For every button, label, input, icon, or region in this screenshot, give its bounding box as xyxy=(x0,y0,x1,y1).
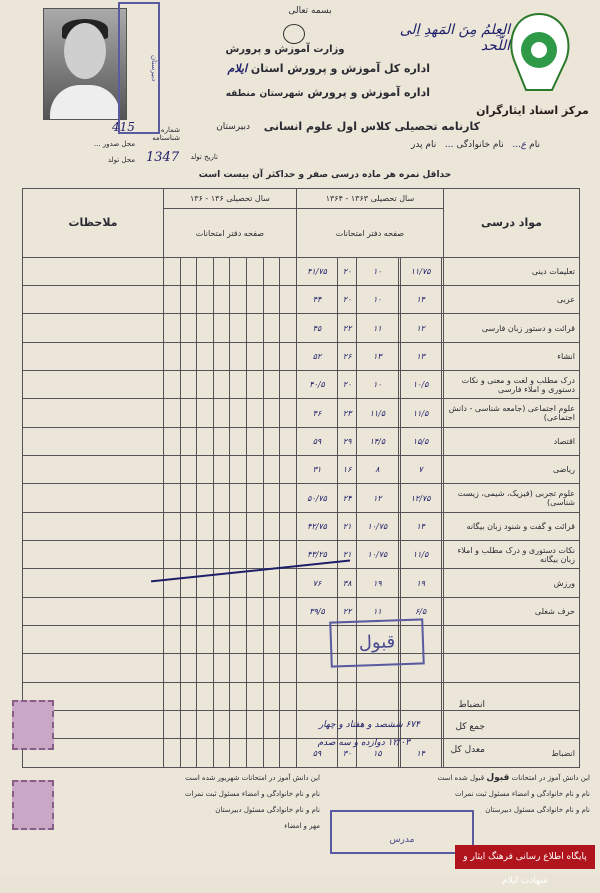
subject-name: علوم تجربی (فیزیک، شیمی، زیست شناسی) xyxy=(444,484,580,512)
year2-cell xyxy=(280,597,297,625)
year2-cell xyxy=(230,286,247,314)
year2-cell xyxy=(230,257,247,285)
register-label-1: صفحه دفتر امتحانات xyxy=(296,209,443,258)
grade-cell: ۱۴ xyxy=(400,512,441,540)
year2-cell xyxy=(164,427,181,455)
year2-cell xyxy=(180,711,197,739)
subject-name: علوم اجتماعی (جامعه شناسی - دانش اجتماعی) xyxy=(444,399,580,427)
grade-cell: ۲۱ xyxy=(338,541,357,569)
grade-note: حداقل نمره هر ماده درسی صفر و حداکثر آن بیست است xyxy=(198,170,452,180)
table-row xyxy=(23,427,580,455)
year2-cell xyxy=(164,654,181,682)
grade-cell: ۲۲ xyxy=(338,314,357,342)
grade-cell: ۸ xyxy=(357,456,398,484)
year2-cell xyxy=(180,541,197,569)
grade-cell: ۱۰ xyxy=(357,286,398,314)
office-line: اداره آموزش و پرورش شهرستان منطقه xyxy=(225,86,430,99)
year2-cell xyxy=(247,399,264,427)
accepted-stamp: قبول xyxy=(329,618,425,667)
year2-cell xyxy=(213,286,230,314)
year2-cell xyxy=(263,286,280,314)
year1-header: سال تحصیلی ۱۳۶۳ - ۱۳۶۴ xyxy=(296,189,443,209)
avg-label: معدل کل xyxy=(450,745,485,755)
grade-cell: ۲۶ xyxy=(338,342,357,370)
report-title: کارنامه تحصیلی کلاس اول علوم انسانی xyxy=(263,120,480,133)
id-label: شماره شناسنامه xyxy=(152,126,180,142)
subject-name xyxy=(444,654,580,682)
year2-cell xyxy=(164,456,181,484)
subject-name: ریاضی xyxy=(444,456,580,484)
table-row xyxy=(23,512,580,540)
year2-cell xyxy=(197,314,214,342)
year2-cell xyxy=(247,626,264,654)
grade-cell: ۵۰/۷۵ xyxy=(296,484,337,512)
grade-cell: ۱۱ xyxy=(357,597,398,625)
grade-cell: ۴۴ xyxy=(296,286,337,314)
year2-cell xyxy=(180,314,197,342)
year2-cell xyxy=(180,654,197,682)
year2-cell xyxy=(247,371,264,399)
general-office: اداره کل آموزش و پرورش استان ایلام xyxy=(227,62,430,75)
table-row xyxy=(23,371,580,399)
subject-name: ورزش xyxy=(444,569,580,597)
year2-cell xyxy=(213,399,230,427)
year2-cell xyxy=(180,456,197,484)
footer-right: این دانش آموز در امتحانات قبول قبول شده است نام و نام خانوادگی و امضاء مسئول ثبت نمرات نام و نام خانوادگی مسئول دبیرستان xyxy=(437,773,590,814)
remarks-cell xyxy=(23,512,164,540)
grade-cell: ۴۰/۵ xyxy=(296,371,337,399)
year2-cell xyxy=(263,257,280,285)
year2-cell xyxy=(197,286,214,314)
year2-cell xyxy=(197,371,214,399)
year2-cell xyxy=(230,456,247,484)
remarks-cell xyxy=(23,597,164,625)
subject-name: درک مطلب و لغت و معنی و نکات دستوری و املاء فارسی xyxy=(444,371,580,399)
year2-cell xyxy=(213,512,230,540)
remarks-cell xyxy=(23,484,164,512)
discipline-label: انضباط xyxy=(458,700,485,710)
birth-value: 1347 xyxy=(146,150,180,165)
year2-cell xyxy=(247,342,264,370)
year2-cell xyxy=(280,399,297,427)
year2-cell xyxy=(247,314,264,342)
grade-cell: ۱۲ xyxy=(400,314,441,342)
grade-cell: ۲۳ xyxy=(338,399,357,427)
subject-name xyxy=(444,626,580,654)
year2-cell xyxy=(164,314,181,342)
remarks-header: ملاحظات xyxy=(23,189,164,258)
grade-cell: ۱۱/۵ xyxy=(400,399,441,427)
year2-cell xyxy=(180,682,197,710)
subject-name: قرائت و دستور زبان فارسی xyxy=(444,314,580,342)
year2-cell xyxy=(280,654,297,682)
year2-cell xyxy=(280,569,297,597)
calligraphy: العِلمُ مِنَ المَهدِ اِلی اللَّحد xyxy=(399,22,510,54)
source-badge: پایگاه اطلاع رسانی فرهنگ ایثار و شهادت ایلام xyxy=(455,845,595,869)
year2-cell xyxy=(247,484,264,512)
issue-place: محل صدور ... xyxy=(93,140,135,148)
year2-cell xyxy=(230,682,247,710)
grade-cell: ۶/۵ xyxy=(400,597,441,625)
year2-cell xyxy=(180,739,197,768)
grade-cell: ۱۰ xyxy=(357,371,398,399)
grade-cell: ۳۹/۵ xyxy=(296,597,337,625)
year2-cell xyxy=(180,257,197,285)
remarks-cell xyxy=(23,569,164,597)
grades-table xyxy=(22,188,580,768)
year2-cell xyxy=(247,257,264,285)
ministry-title: وزارت آموزش و پرورش xyxy=(225,44,345,55)
grade-cell xyxy=(338,682,357,710)
revenue-stamp-1 xyxy=(12,700,54,750)
year2-cell xyxy=(213,314,230,342)
year2-cell xyxy=(263,371,280,399)
table-row xyxy=(23,314,580,342)
year2-cell xyxy=(197,427,214,455)
year2-cell xyxy=(230,484,247,512)
logo-caption: مرکز اسناد ایثارگران xyxy=(476,104,589,117)
subject-name: نکات دستوری و درک مطلب و املاء زبان بیگانه xyxy=(444,541,580,569)
total-value: ۶۷۴ ششصد و هفتاد و چهار xyxy=(318,720,420,730)
year2-cell xyxy=(180,626,197,654)
table-row xyxy=(23,484,580,512)
year2-cell xyxy=(180,371,197,399)
grade-cell: ۱۹ xyxy=(400,569,441,597)
year2-cell xyxy=(280,314,297,342)
remarks-cell xyxy=(23,371,164,399)
year2-cell xyxy=(230,399,247,427)
year2-cell xyxy=(164,711,181,739)
year2-cell xyxy=(197,342,214,370)
remarks-cell xyxy=(23,257,164,285)
year2-cell xyxy=(230,654,247,682)
bismillah: بسمه تعالی xyxy=(288,6,332,16)
grade-cell: ۴۲/۷۵ xyxy=(296,512,337,540)
year2-cell xyxy=(164,739,181,768)
year2-cell xyxy=(247,456,264,484)
grade-cell xyxy=(296,682,337,710)
year2-cell xyxy=(213,654,230,682)
subject-name: قرائت و گفت و شنود زبان بیگانه xyxy=(444,512,580,540)
year2-cell xyxy=(263,456,280,484)
year2-cell xyxy=(263,711,280,739)
grade-cell: ۱۰/۷۵ xyxy=(357,512,398,540)
grade-cell: ۵۹ xyxy=(296,427,337,455)
year2-cell xyxy=(263,314,280,342)
table-row xyxy=(23,342,580,370)
grade-cell: ۲۱ xyxy=(338,512,357,540)
avg-value: ۱۲/۰۳ دوازده و سه صدم xyxy=(317,738,410,748)
grade-cell: ۳۱ xyxy=(296,456,337,484)
subject-name: انشاء xyxy=(444,342,580,370)
grade-cell: ۴۵ xyxy=(296,314,337,342)
grade-cell: ۲۴ xyxy=(338,484,357,512)
year2-cell xyxy=(213,682,230,710)
grade-cell: ۱۰ xyxy=(357,257,398,285)
remarks-cell xyxy=(23,399,164,427)
year2-cell xyxy=(230,342,247,370)
year2-cell xyxy=(280,257,297,285)
year2-cell xyxy=(213,342,230,370)
grade-cell: ۱۰/۷۵ xyxy=(357,541,398,569)
year2-cell xyxy=(213,484,230,512)
grade-cell: ۱۰/۵ xyxy=(400,371,441,399)
table-row xyxy=(23,257,580,285)
year2-cell xyxy=(263,342,280,370)
year2-cell xyxy=(213,739,230,768)
year2-cell xyxy=(164,541,181,569)
remarks-cell xyxy=(23,654,164,682)
year2-cell xyxy=(247,597,264,625)
year2-cell xyxy=(247,711,264,739)
footer-left: این دانش آموز در امتحانات شهریور شده است نام و نام خانوادگی و امضاء مسئول ثبت نمرات نام و نام خانوادگی مسئول دبیرستان مهر و امضاء xyxy=(185,774,320,830)
grade-cell: ۴۳/۲۵ xyxy=(296,541,337,569)
organization-logo xyxy=(496,8,582,96)
year2-cell xyxy=(247,569,264,597)
grade-cell: ۲۰ xyxy=(338,257,357,285)
grade-cell: ۲۰ xyxy=(338,286,357,314)
year2-cell xyxy=(263,427,280,455)
school-name: دبیرستان xyxy=(216,122,250,132)
grade-cell: ۲۲ xyxy=(338,597,357,625)
subject-name: حرف شغلی xyxy=(444,597,580,625)
remarks-cell xyxy=(23,314,164,342)
grade-cell: ۲۹ xyxy=(338,427,357,455)
year2-cell xyxy=(280,342,297,370)
year2-cell xyxy=(164,257,181,285)
year2-cell xyxy=(280,484,297,512)
table-row xyxy=(23,456,580,484)
year2-cell xyxy=(197,711,214,739)
grade-cell: ۴۱/۷۵ xyxy=(296,257,337,285)
emblem-icon xyxy=(283,24,305,44)
remarks-cell xyxy=(23,456,164,484)
year2-cell xyxy=(263,512,280,540)
year2-cell xyxy=(280,626,297,654)
year2-cell xyxy=(247,682,264,710)
year2-cell xyxy=(164,512,181,540)
register-label-2: صفحه دفتر امتحانات xyxy=(164,209,297,258)
year2-cell xyxy=(164,342,181,370)
year2-cell xyxy=(213,711,230,739)
subject-name: تعلیمات دینی xyxy=(444,257,580,285)
grade-cell: ۴۶ xyxy=(296,399,337,427)
remarks-cell xyxy=(23,427,164,455)
birthplace: محل تولد xyxy=(107,156,135,164)
year2-cell xyxy=(263,597,280,625)
grade-cell: ۷ xyxy=(400,456,441,484)
subject-name: انضباط xyxy=(444,739,580,768)
table-row xyxy=(23,626,580,654)
subject-name: اقتصاد xyxy=(444,427,580,455)
grade-cell: ۱۴ xyxy=(400,739,441,768)
subject-name: عربی xyxy=(444,286,580,314)
year2-cell xyxy=(247,427,264,455)
year2-header: سال تحصیلی ۱۳۶ - ۱۳۶ xyxy=(164,189,297,209)
year2-cell xyxy=(197,626,214,654)
year2-cell xyxy=(164,286,181,314)
year2-cell xyxy=(180,512,197,540)
year2-cell xyxy=(230,512,247,540)
year2-cell xyxy=(164,597,181,625)
year2-cell xyxy=(230,314,247,342)
year2-cell xyxy=(180,286,197,314)
grade-cell: ۳۸ xyxy=(338,569,357,597)
year2-cell xyxy=(164,626,181,654)
year2-cell xyxy=(213,626,230,654)
year2-cell xyxy=(197,739,214,768)
subjects-header: مواد درسی xyxy=(444,189,580,258)
year2-cell xyxy=(263,484,280,512)
year2-cell xyxy=(280,456,297,484)
revenue-stamp-2 xyxy=(12,780,54,830)
year2-cell xyxy=(164,399,181,427)
year2-cell xyxy=(180,484,197,512)
grade-cell: ۱۴/۵ xyxy=(357,427,398,455)
grade-cell: ۱۱ xyxy=(357,314,398,342)
year2-cell xyxy=(213,257,230,285)
year2-cell xyxy=(263,399,280,427)
year2-cell xyxy=(213,456,230,484)
grade-cell: ۱۶ xyxy=(338,456,357,484)
year2-cell xyxy=(230,427,247,455)
grade-cell: ۱۳ xyxy=(357,342,398,370)
table-row xyxy=(23,682,580,710)
grade-cell: ۵۹ xyxy=(296,739,337,768)
year2-cell xyxy=(280,682,297,710)
year2-cell xyxy=(213,597,230,625)
grade-cell: ۵۲ xyxy=(296,342,337,370)
year2-cell xyxy=(213,371,230,399)
year2-cell xyxy=(197,597,214,625)
year2-cell xyxy=(247,286,264,314)
name-line: نام ع... نام خانوادگی ... نام پدر xyxy=(410,140,540,150)
grade-cell: ۲۰ xyxy=(338,371,357,399)
year2-cell xyxy=(230,711,247,739)
year2-cell xyxy=(263,569,280,597)
year2-cell xyxy=(280,286,297,314)
year2-cell xyxy=(263,654,280,682)
table-row xyxy=(23,597,580,625)
table-row xyxy=(23,569,580,597)
year2-cell xyxy=(164,484,181,512)
year2-cell xyxy=(247,654,264,682)
grade-cell: ۱۹ xyxy=(357,569,398,597)
year2-cell xyxy=(263,682,280,710)
grade-cell xyxy=(357,682,398,710)
year2-cell xyxy=(280,371,297,399)
year2-cell xyxy=(164,682,181,710)
grade-cell: ۱۲ xyxy=(357,484,398,512)
year2-cell xyxy=(180,427,197,455)
grade-cell: ۱۳ xyxy=(400,342,441,370)
year2-cell xyxy=(197,257,214,285)
remarks-cell xyxy=(23,626,164,654)
year2-cell xyxy=(180,597,197,625)
year2-cell xyxy=(263,739,280,768)
table-row xyxy=(23,399,580,427)
remarks-cell xyxy=(23,541,164,569)
remarks-cell xyxy=(23,286,164,314)
grade-cell: ۷۶ xyxy=(296,569,337,597)
year2-cell xyxy=(180,399,197,427)
year2-cell xyxy=(247,512,264,540)
year2-cell xyxy=(197,456,214,484)
grade-cell: ۳۰ xyxy=(338,739,357,768)
table-row xyxy=(23,286,580,314)
year2-cell xyxy=(280,512,297,540)
year2-cell xyxy=(230,371,247,399)
id-value: 415 xyxy=(112,120,135,134)
grade-cell: ۱۴ xyxy=(400,286,441,314)
school-stamp: دبیرستان xyxy=(118,2,160,134)
year2-cell xyxy=(230,597,247,625)
grade-cell: ۱۱/۵ xyxy=(400,541,441,569)
year2-cell xyxy=(197,682,214,710)
year2-cell xyxy=(197,654,214,682)
year2-cell xyxy=(164,371,181,399)
grade-cell: ۱۱/۷۵ xyxy=(400,257,441,285)
year2-cell xyxy=(230,626,247,654)
remarks-cell xyxy=(23,342,164,370)
grade-cell: ۱۱/۵ xyxy=(357,399,398,427)
table-row xyxy=(23,654,580,682)
year2-cell xyxy=(230,739,247,768)
year2-cell xyxy=(197,512,214,540)
grade-cell: ۱۵ xyxy=(357,739,398,768)
year2-cell xyxy=(247,739,264,768)
total-label: جمع کل xyxy=(455,722,485,732)
grade-cell: ۱۵/۵ xyxy=(400,427,441,455)
year2-cell xyxy=(197,399,214,427)
year2-cell xyxy=(280,427,297,455)
birth-label: تاریخ تولد xyxy=(190,153,218,161)
grade-cell: ۱۲/۷۵ xyxy=(400,484,441,512)
year2-cell xyxy=(197,484,214,512)
year2-cell xyxy=(263,626,280,654)
principal-stamp: مدرس xyxy=(330,810,474,854)
student-photo xyxy=(43,8,127,120)
year2-cell xyxy=(213,427,230,455)
year2-cell xyxy=(180,342,197,370)
